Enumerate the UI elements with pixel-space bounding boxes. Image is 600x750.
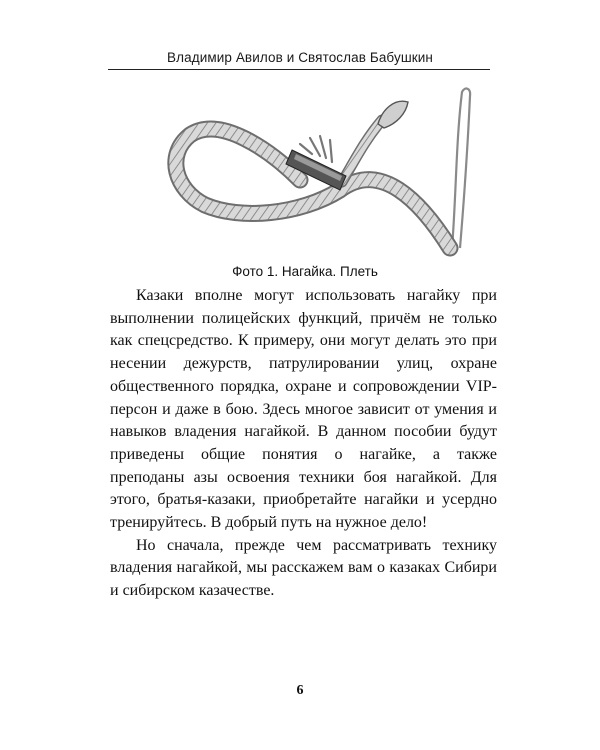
wrist-strap <box>452 89 470 248</box>
header-rule <box>108 69 490 70</box>
body-text <box>110 285 497 603</box>
page-number: 6 <box>296 683 304 698</box>
figure-caption: Фото 1. Нагайка. Плеть <box>232 264 378 279</box>
nagaika-whip-image <box>160 80 480 262</box>
paragraph: Казаки вполне могут использовать нагайку при выполнении полицейских функций, причём не только как спецсредство. К примеру, они могут делать это при несении дежурств, патрулировании улиц, охране общественного порядка, охране и сопровождении VIP-персон и даже в бою. Здесь многое зависит от умения и навыков владения нагайкой. В данном пособии будут приведены общие понятия о нагайке, а также преподаны азы освоения техники боя нагайкой. Для этого, братья-казаки, приобретайте нагайки и усердно тренируйтесь. В добрый путь на нужное дело! <box>110 287 497 532</box>
running-header: Владимир Авилов и Святослав Бабушкин <box>167 50 433 65</box>
paragraph: Но сначала, прежде чем рассматривать технику владения нагайкой, мы расскажем вам о казаках Сибири и сибирском казачестве. <box>110 536 497 600</box>
leather-tip <box>378 101 408 128</box>
braided-lash <box>176 129 450 248</box>
